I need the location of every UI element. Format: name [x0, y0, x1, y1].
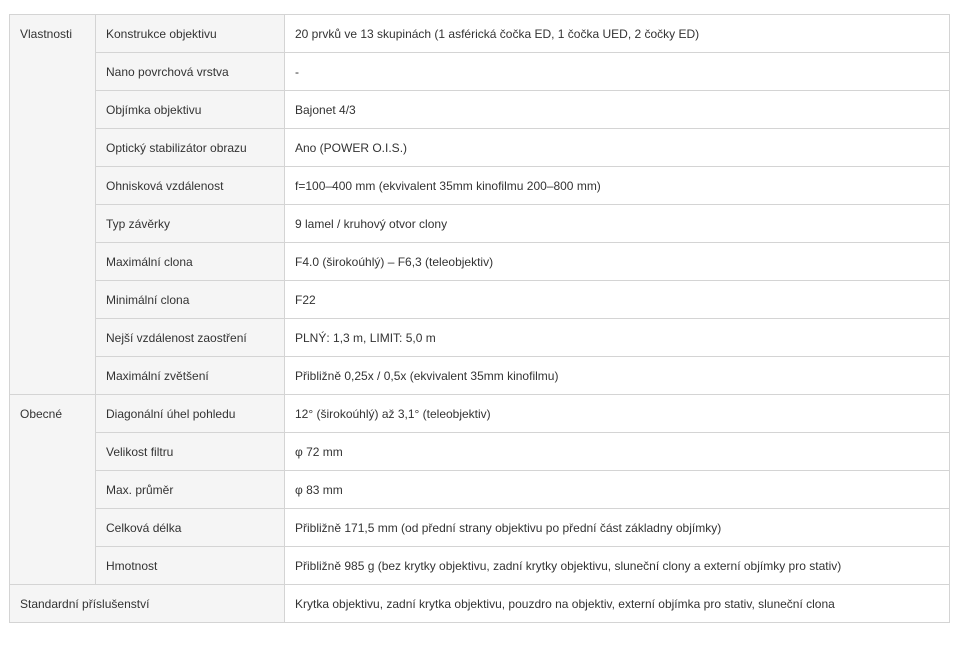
row-label: Max. průměr	[96, 471, 285, 509]
row-label: Objímka objektivu	[96, 91, 285, 129]
specifications-table	[9, 14, 950, 623]
table-row	[10, 319, 950, 357]
row-label: Nejší vzdálenost zaostření	[96, 319, 285, 357]
row-value: F4.0 (širokoúhlý) – F6,3 (teleobjektiv)	[285, 243, 950, 281]
row-label: Ohnisková vzdálenost	[96, 167, 285, 205]
row-value: Krytka objektivu, zadní krytka objektivu, pouzdro na objektiv, externí objímka pro stativ, sluneční clona	[285, 585, 950, 623]
row-value: PLNÝ: 1,3 m, LIMIT: 5,0 m	[285, 319, 950, 357]
row-value: Přibližně 985 g (bez krytky objektivu, zadní krytky objektivu, sluneční clony a externí objímky pro stativ)	[285, 547, 950, 585]
table-row	[10, 167, 950, 205]
row-label: Maximální zvětšení	[96, 357, 285, 395]
table-row	[10, 509, 950, 547]
table-row	[10, 15, 950, 53]
group-header-vlastnosti: Vlastnosti	[10, 15, 96, 395]
row-label: Optický stabilizátor obrazu	[96, 129, 285, 167]
table-row	[10, 433, 950, 471]
row-value: f=100–400 mm (ekvivalent 35mm kinofilmu 200–800 mm)	[285, 167, 950, 205]
row-value: 9 lamel / kruhový otvor clony	[285, 205, 950, 243]
table-row	[10, 357, 950, 395]
row-value: 20 prvků ve 13 skupinách (1 asférická čočka ED, 1 čočka UED, 2 čočky ED)	[285, 15, 950, 53]
row-value: Ano (POWER O.I.S.)	[285, 129, 950, 167]
group-header-prislusenstvi: Standardní příslušenství	[10, 585, 285, 623]
row-value: Přibližně 171,5 mm (od přední strany objektivu po přední část základny objímky)	[285, 509, 950, 547]
row-value: Bajonet 4/3	[285, 91, 950, 129]
table-row	[10, 129, 950, 167]
row-label: Celková délka	[96, 509, 285, 547]
row-label: Hmotnost	[96, 547, 285, 585]
row-value: F22	[285, 281, 950, 319]
row-label: Nano povrchová vrstva	[96, 53, 285, 91]
row-label: Diagonální úhel pohledu	[96, 395, 285, 433]
table-row	[10, 395, 950, 433]
row-label: Maximální clona	[96, 243, 285, 281]
table-row	[10, 205, 950, 243]
table-row	[10, 243, 950, 281]
table-row	[10, 471, 950, 509]
row-value: φ 72 mm	[285, 433, 950, 471]
row-label: Velikost filtru	[96, 433, 285, 471]
table-row	[10, 53, 950, 91]
row-label: Minimální clona	[96, 281, 285, 319]
table-row	[10, 91, 950, 129]
row-value: -	[285, 53, 950, 91]
table-row	[10, 281, 950, 319]
row-label: Typ závěrky	[96, 205, 285, 243]
row-value: Přibližně 0,25x / 0,5x (ekvivalent 35mm kinofilmu)	[285, 357, 950, 395]
row-value: 12° (širokoúhlý) až 3,1° (teleobjektiv)	[285, 395, 950, 433]
group-header-obecne: Obecné	[10, 395, 96, 585]
row-value: φ 83 mm	[285, 471, 950, 509]
row-label: Konstrukce objektivu	[96, 15, 285, 53]
table-row	[10, 585, 950, 623]
table-row	[10, 547, 950, 585]
